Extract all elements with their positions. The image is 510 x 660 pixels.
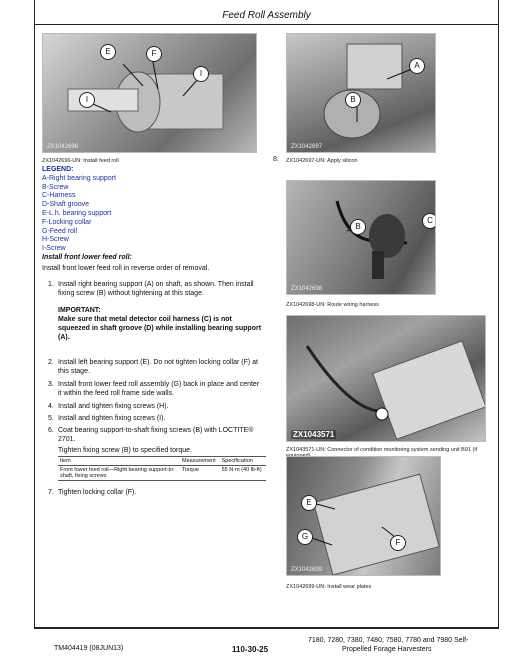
photo-4-artwork (287, 316, 486, 442)
step-5 (48, 414, 263, 423)
photo-apply-silicon (286, 33, 436, 153)
legend-item: E-L.h. bearing support (42, 209, 112, 217)
legend-item: D-Shaft groove (42, 201, 90, 209)
table-header: Measurement (180, 457, 220, 466)
footer-model-line-1: 7180, 7280, 7380, 7480, 7580, 7780 and 7980 Self- (308, 637, 469, 644)
torque-spec-table (58, 456, 266, 481)
table-header-row (58, 457, 266, 466)
legend-item: F-Locking collar (42, 218, 92, 226)
step-text: Install and tighten fixing screws (H). (58, 403, 169, 410)
photo-id: ZX1042699 (291, 567, 323, 573)
step-number: 5. (48, 415, 54, 422)
step-text: Install right bearing support (A) on shaft, as shown. Then install fixing screw (B) without tightening at this stage. (58, 281, 254, 297)
table-header: Item (58, 457, 180, 466)
photo-connector (286, 315, 486, 442)
legend-item: H-Screw (42, 236, 69, 244)
photo-install-feed-roll (42, 33, 257, 153)
callout-a: A (409, 58, 425, 74)
callout-i: I (193, 66, 209, 82)
table-cell: Front lower feed roll—Right bearing support-to-shaft, fixing screws (58, 466, 180, 481)
step-2 (48, 358, 263, 376)
step-number: 7. (48, 489, 54, 496)
legend-item: I-Screw (42, 245, 66, 253)
step-number: 6. (48, 427, 54, 434)
callout-b: B (350, 219, 366, 235)
footer-doc-id: TM404419 (08JUN13) (54, 645, 124, 652)
photo-id: ZX1042696 (47, 144, 79, 150)
callout-e: E (100, 44, 116, 60)
callout-e: E (301, 495, 317, 511)
legend-item: A-Right bearing support (42, 174, 116, 182)
step-4 (48, 402, 263, 411)
callout-c: C (422, 213, 436, 229)
footer-page-number: 110-30-25 (232, 645, 269, 654)
legend-item: C-Harness (42, 192, 76, 200)
photo-id: ZX1042697 (291, 144, 323, 150)
step-1 (48, 280, 263, 298)
table-cell: 55 N·m (40 lb-ft) (220, 466, 266, 481)
step-3 (48, 380, 263, 398)
header-divider (34, 24, 499, 25)
step-number: 1. (48, 281, 54, 288)
step-number: 3. (48, 381, 54, 388)
legend (42, 166, 262, 263)
photo-id: ZX1043571 (293, 430, 335, 439)
footer-divider (34, 628, 499, 629)
caption-2: ZX1042697-UN: Apply silicon (286, 158, 358, 164)
caption-3: ZX1042698-UN: Route wiring harness (286, 302, 379, 308)
callout-f: F (146, 46, 162, 62)
step-text: Install and tighten fixing screws (I). (58, 415, 166, 422)
footer-model-line-2: Propelled Forage Harvesters (342, 646, 432, 653)
caption-4: ZX1043571-UN: Connector of condition monitoring system sending unit B91 (if (286, 447, 478, 453)
step-text: Coat bearing support-to-shaft fixing screws (B) with LOCTITE® 2701. (58, 427, 254, 443)
step-number: 2. (48, 359, 54, 366)
procedure-heading: Install front lower feed roll: (42, 253, 132, 261)
page-title: Feed Roll Assembly (222, 10, 311, 21)
table-row (58, 466, 266, 481)
photo-route-wiring (286, 180, 436, 295)
torque-note: Tighten fixing screw (B) to specified torque. (58, 447, 192, 454)
step-text: Install front lower feed roll assembly (G) back in place and center it within the feed roll frame side walls. (58, 381, 260, 397)
step-6 (48, 426, 263, 444)
important-note (58, 306, 263, 342)
intro-text: Install front lower feed roll in reverse order of removal. (42, 265, 210, 272)
legend-item: B-Screw (42, 183, 69, 191)
photo-3-artwork (287, 181, 436, 295)
legend-item: G-Feed roll (42, 227, 78, 235)
step-number: 4. (48, 403, 54, 410)
callout-i-left: I (79, 92, 95, 108)
important-body: Make sure that metal detector coil harness (C) is not squeezed in shaft groove (D) while installing bearing support (A). (58, 316, 262, 341)
photo-2-artwork (287, 34, 436, 153)
callout-f: F (390, 535, 406, 551)
step-text: Install left bearing support (E). Do not tighten locking collar (F) at this stage. (58, 359, 258, 375)
table-header: Specification (220, 457, 266, 466)
photo-5-artwork (287, 457, 441, 576)
step-8-number: 8. (273, 156, 279, 163)
important-heading: IMPORTANT: (58, 307, 101, 314)
step-7 (48, 488, 263, 497)
photo-wear-plates (286, 456, 441, 576)
caption-1: ZX1042696-UN: Install feed roll (42, 158, 119, 164)
legend-heading: LEGEND: (42, 166, 74, 173)
photo-id: ZX1042698 (291, 286, 323, 292)
caption-5: ZX1042699-UN: Install wear plates (286, 584, 372, 590)
table-cell: Torque (180, 466, 220, 481)
step-text: Tighten locking collar (F). (58, 489, 137, 496)
callout-g: G (297, 529, 313, 545)
callout-b: B (345, 92, 361, 108)
